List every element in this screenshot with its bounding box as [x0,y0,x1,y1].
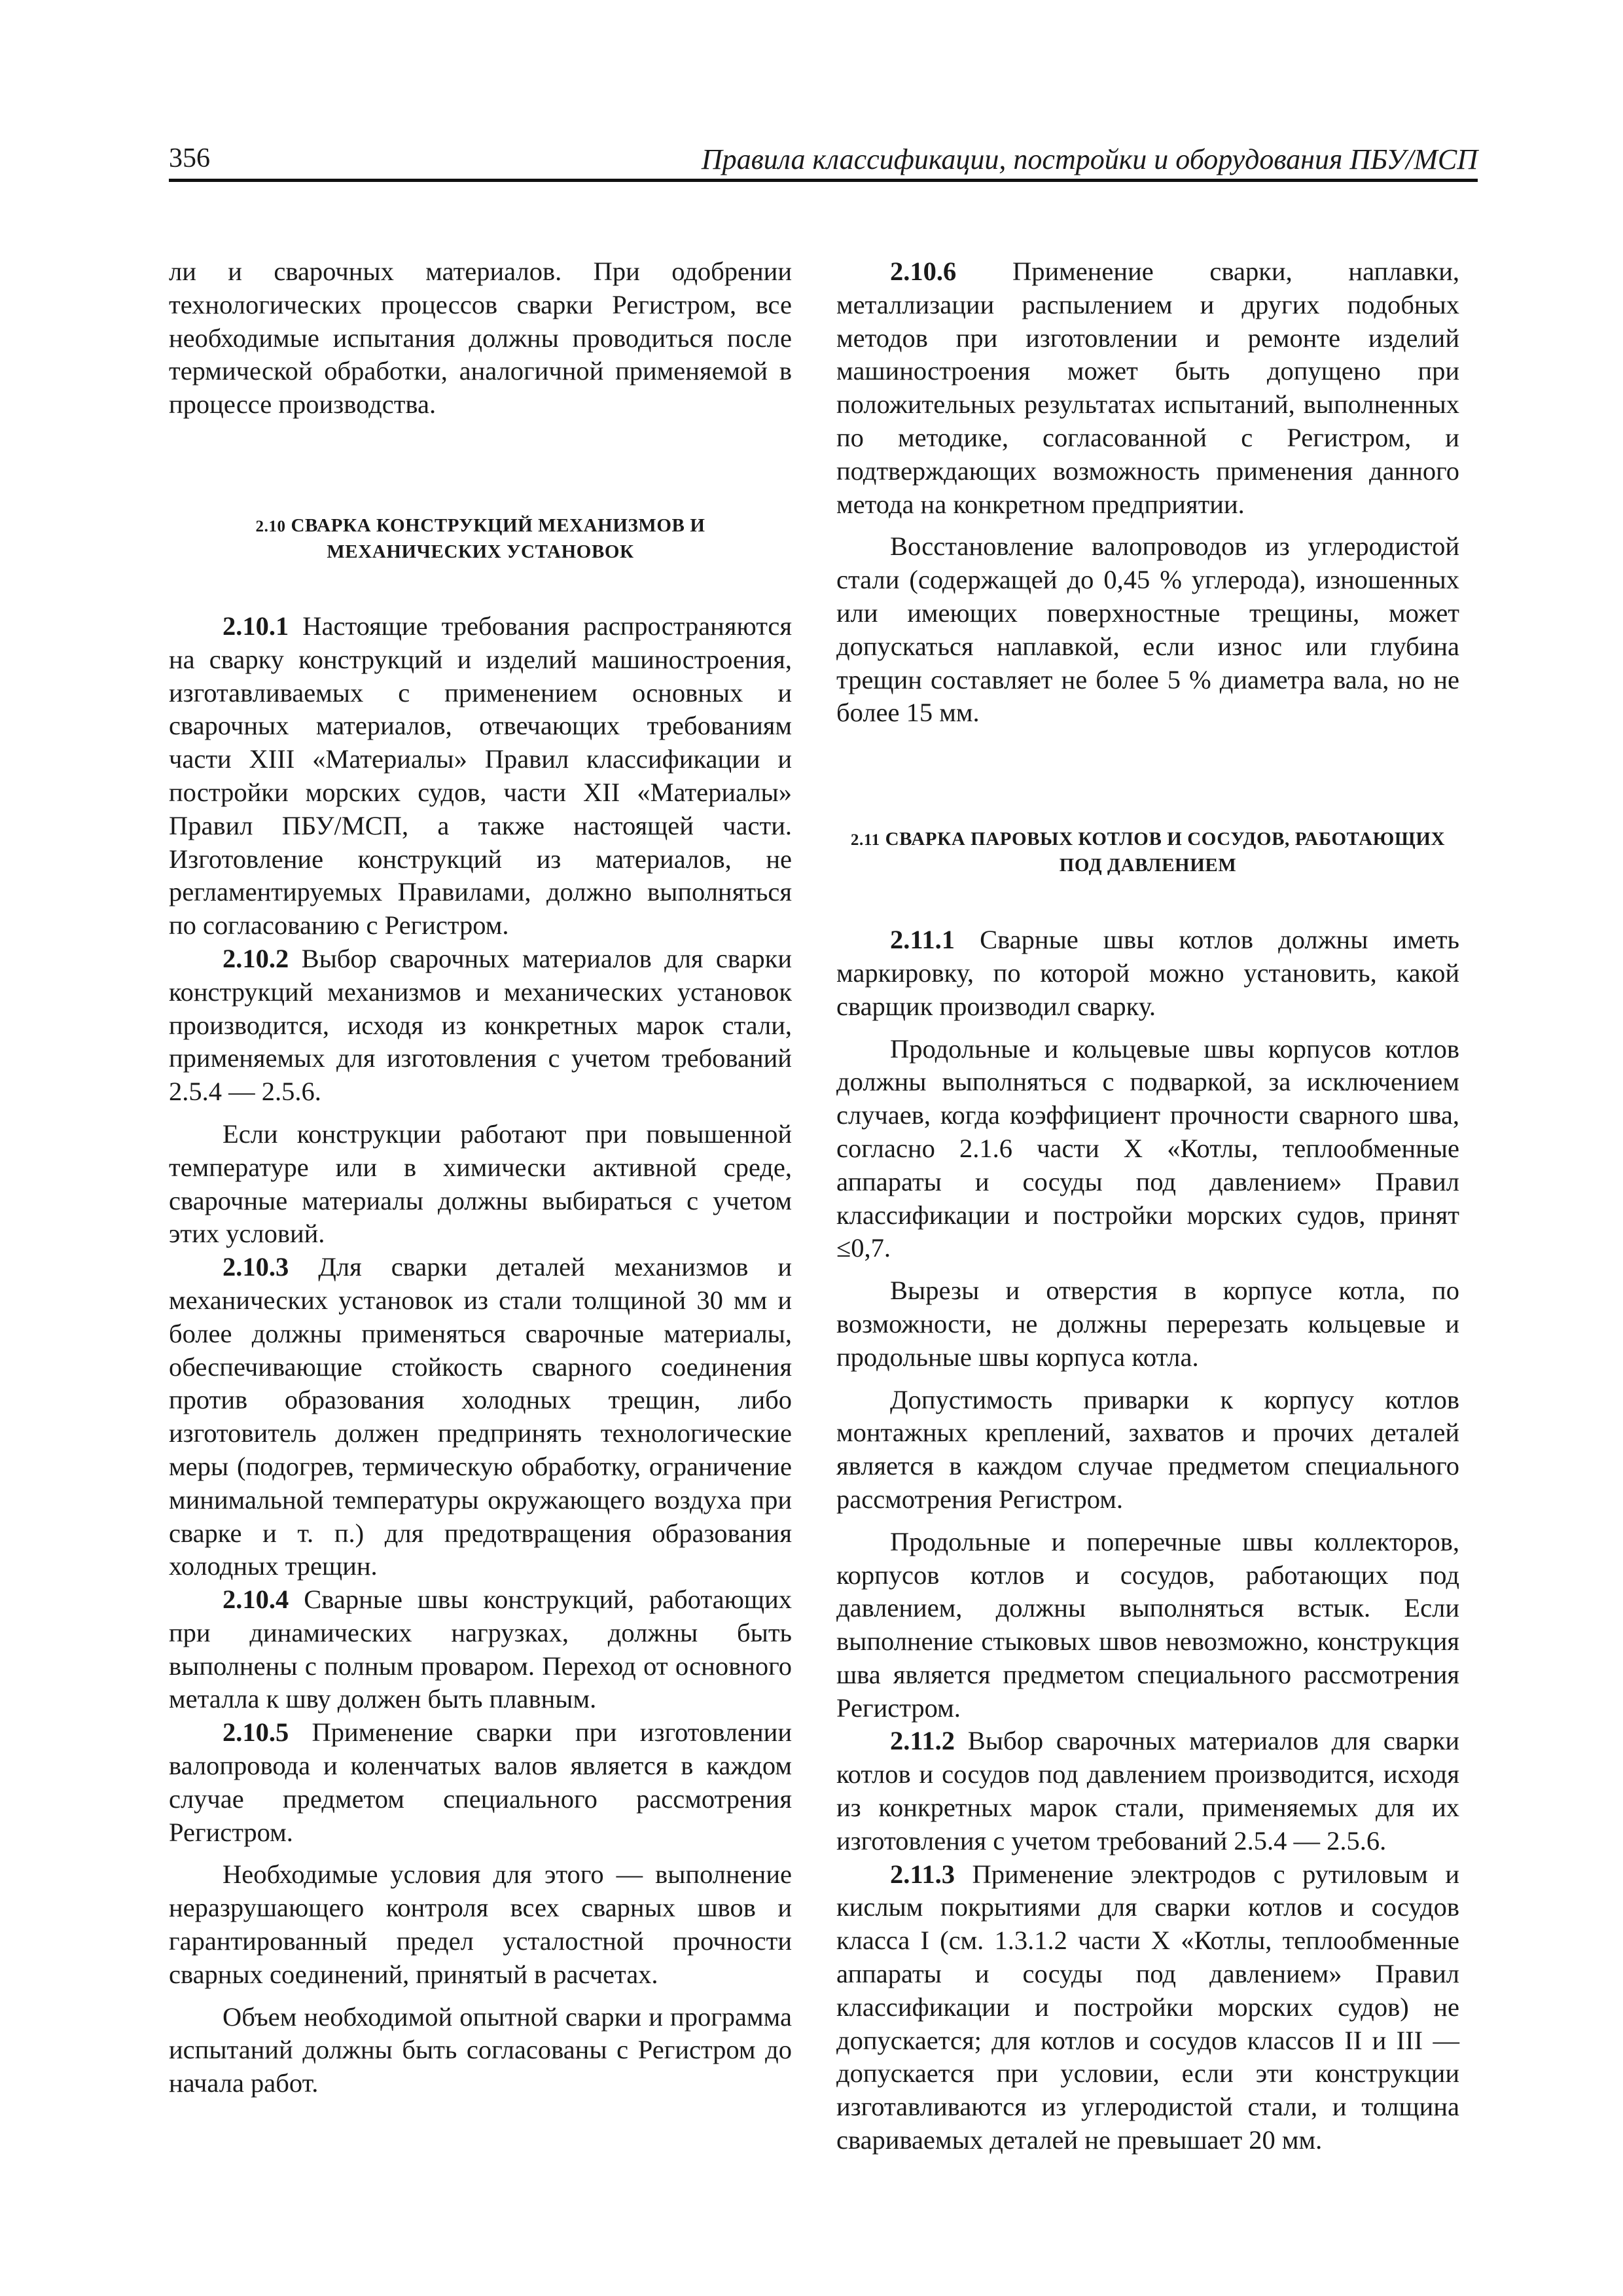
page-number: 356 [169,143,210,173]
paragraph-2-10-1 [169,610,792,942]
paragraph-2-10-2 [169,942,792,1109]
page-header [169,143,1478,182]
clause-number: 2.10.6 [890,257,957,286]
clause-number: 2.10.2 [223,943,289,973]
paragraph-2-11-1-d: Допустимость приварки к корпусу котлов монтажных креплений, захватов и прочих деталей является в каждом случае предметом специального рассмотрения Регистром. [836,1384,1459,1514]
clause-text: Сварные швы котлов должны иметь маркировку, по которой можно установить, какой сварщик производил сварку. [836,925,1459,1021]
clause-number: 2.11.1 [890,925,955,955]
paragraph-2-10-4 [169,1583,792,1716]
section-heading-2-10 [169,513,792,564]
paragraph-2-10-2-b: Если конструкции работают при повышенной температуре или в химически активной среде, сварочные материалы должны выбираться с учетом этих условий. [169,1119,792,1249]
clause-number: 2.10.5 [223,1717,289,1748]
paragraph-2-11-1 [836,924,1459,1023]
section-title: СВАРКА КОНСТРУКЦИЙ МЕХАНИЗМОВ И МЕХАНИЧЕСКИХ УСТАНОВОК [291,514,705,562]
paragraph-2-11-3 [836,1858,1459,2157]
clause-number: 2.11.3 [890,1859,955,1889]
paragraph-2-10-5 [169,1716,792,1849]
clause-number: 2.10.4 [223,1585,289,1615]
clause-text: Применение сварки при изготовлении валопровода и коленчатых валов является в каждом случае предметом специального рассмотрения Регистром. [169,1717,792,1847]
clause-text: Для сварки деталей механизмов и механических установок из стали толщиной 30 мм и более должны применяться сварочные материалы, обеспечивающие стойкость сварного соединения против образования холодных трещин, либо изготовитель должен предпринять технологические меры (подогрев, термическую обработку, ограничение минимальной температуры окружающего воздуха при сварке и т. п.) для предотвращения образования холодных трещин. [169,1252,792,1581]
clause-text: Выбор сварочных материалов для сварки котлов и сосудов под давлением производится, исходя из конкретных марок стали, применяемых для их изготовления с учетом требований 2.5.4 — 2.5.6. [836,1726,1459,1856]
paragraph-2-10-5-b: Необходимые условия для этого — выполнение неразрушающего контроля всех сварных швов и гарантированный предел усталостной прочности сварных соединений, принятый в расчетах. [169,1859,792,1989]
clause-text: Применение сварки, наплавки, металлизации распылением и других подобных методов при изготовлении и ремонте изделий машиностроения может быть допущено при положительных результатах испытаний, выполненных по методике, согласованной с Регистром, и подтверждающих возможность применения данного метода на конкретном предприятии. [836,257,1459,519]
left-column [169,255,792,2100]
clause-text: Настоящие требования распространяются на сварку конструкций и изделий машиностроения, изготавливаемых с применением основных и сварочных материалов, отвечающих требованиям части XIII «Материалы» Правил классификации и постройки морских судов, части XII «Материалы» Правил ПБУ/МСП, а также настоящей части. Изготовление конструкций из материалов, не регламентируемых Правилами, должно выполняться по согласованию с Регистром. [169,611,793,941]
section-number: 2.10 [255,517,286,535]
paragraph-2-10-6 [836,255,1459,521]
clause-number: 2.10.3 [223,1252,289,1282]
section-number: 2.11 [850,831,880,850]
clause-text: Применение электродов с рутиловым и кислым покрытиями для сварки котлов и сосудов класса I (см. 1.3.1.2 части X «Котлы, теплообменные аппараты и сосуды под давлением» Правил классификации и постройки морских судов) не допускается; для котлов и сосудов классов II и III — допускается при условии, если эти конструкции изготавливаются из углеродистой стали, и толщина свариваемых деталей не превышает 20 мм. [836,1859,1459,2155]
clause-number: 2.11.2 [890,1726,955,1756]
section-heading-2-11 [836,827,1459,878]
header-rule [169,179,1478,182]
running-title: Правила классификации, постройки и оборудования ПБУ/МСП [701,143,1478,175]
paragraph-2-11-1-e: Продольные и поперечные швы коллекторов, корпусов котлов и сосудов, работающих под давлением, должны выполняться встык. Если выполнение стыковых швов невозможно, конструкция шва является предметом специального рассмотрения Регистром. [836,1526,1459,1723]
paragraph-2-11-1-c: Вырезы и отверстия в корпусе котла, по возможности, не должны перерезать кольцевые и продольные швы корпуса котла. [836,1276,1459,1372]
clause-number: 2.10.1 [223,611,289,641]
paragraph-2-10-3 [169,1251,792,1583]
section-title: СВАРКА ПАРОВЫХ КОТЛОВ И СОСУДОВ, РАБОТАЮЩИХ ПОД ДАВЛЕНИЕМ [885,829,1446,876]
clause-text: Выбор сварочных материалов для сварки конструкций механизмов и механических установок производится, исходя из конкретных марок стали, применяемых для изготовления с учетом требований 2.5.4 — 2.5.6. [169,943,792,1107]
clause-text: Сварные швы конструкций, работающих при динамических нагрузках, должны быть выполнены с полным проваром. Переход от основного металла к шву должен быть плавным. [169,1585,793,1714]
intro-paragraph: ли и сварочных материалов. При одобрении технологических процессов сварки Регистром, все необходимые испытания должны проводиться после термической обработки, аналогичной применяемой в процессе производства. [169,257,792,420]
paragraph-2-11-2 [836,1725,1459,1857]
paragraph-2-11-1-b: Продольные и кольцевые швы корпусов котлов должны выполняться с подваркой, за исключением случаев, когда коэффициент прочности сварного шва, согласно 2.1.6 части X «Котлы, теплообменные аппараты и сосуды под давлением» Правил классификации и постройки морских судов, принят ≤0,7. [836,1033,1459,1263]
right-column [836,255,1459,2157]
paragraph-2-10-5-c: Объем необходимой опытной сварки и программа испытаний должны быть согласованы с Регистром до начала работ. [169,2001,792,2098]
paragraph-2-10-6-b: Восстановление валопроводов из углеродистой стали (содержащей до 0,45 % углерода), изношенных или имеющих поверхностные трещины, может допускаться наплавкой, если износ или глубина трещин составляет не более 5 % диаметра вала, но не более 15 мм. [836,531,1459,728]
